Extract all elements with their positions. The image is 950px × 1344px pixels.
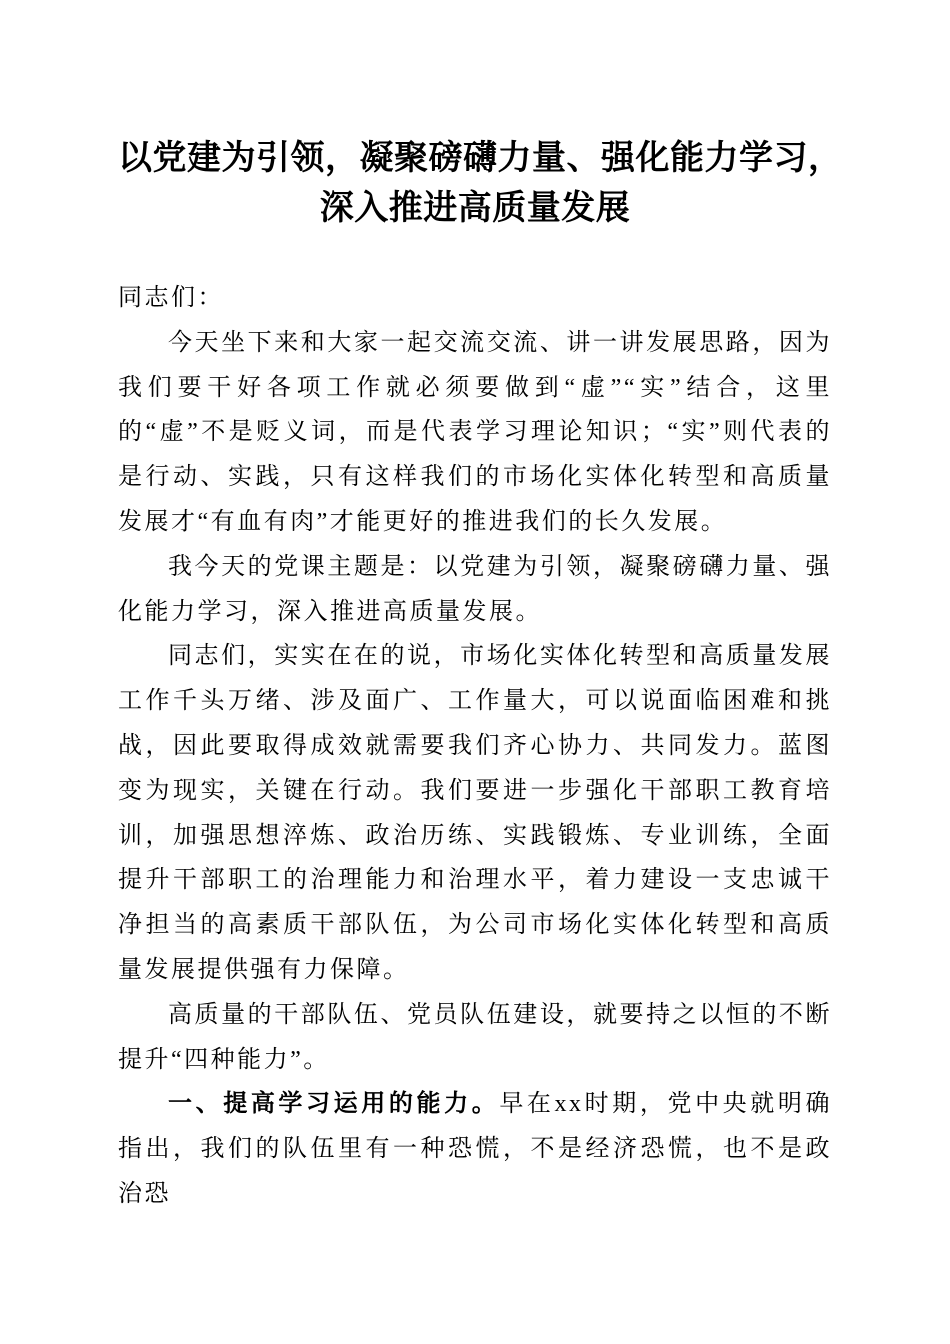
paragraph-theme: 我今天的党课主题是：以党建为引领，凝聚磅礴力量、强化能力学习，深入推进高质量发展。 (118, 553, 832, 625)
section-one-heading: 一、提高学习运用的能力。 (168, 1090, 500, 1118)
paragraph-section-one (118, 1082, 832, 1216)
title-line-1: 以党建为引领，凝聚磅礴力量、强化能力学习， (118, 140, 843, 177)
salutation: 同志们： (118, 285, 224, 311)
paragraph-four-abilities: 高质量的干部队伍、党员队伍建设，就要持之以恒的不断提升“四种能力”。 (118, 1001, 832, 1073)
paragraph-intro: 今天坐下来和大家一起交流交流、讲一讲发展思路，因为我们要干好各项工作就必须要做到“虚”“实”结合，这里的“虚”不是贬义词，而是代表学习理论知识；“实”则代表的是行动、实践，只有这样我们的市场化实体化转型和高质量发展才“有血有肉”才能更好的推进我们的长久发展。 (118, 329, 832, 535)
paragraph-challenges: 同志们，实实在在的说，市场化实体化转型和高质量发展工作千头万绪、涉及面广、工作量大，可以说面临困难和挑战，因此要取得成效就需要我们齐心协力、共同发力。蓝图变为现实，关键在行动。我们要进一步强化干部职工教育培训，加强思想淬炼、政治历练、实践锻炼、专业训练，全面提升干部职工的治理能力和治理水平，着力建设一支忠诚干净担当的高素质干部队伍，为公司市场化实体化转型和高质量发展提供强有力保障。 (118, 643, 832, 983)
title-line-2: 深入推进高质量发展 (319, 190, 631, 227)
document-body (118, 276, 832, 1217)
document-title (118, 134, 843, 234)
section-one-text: 早在xx时期，党中央就明确指出，我们的队伍里有一种恐慌，不是经济恐慌，也不是政治恐 (118, 1091, 833, 1207)
